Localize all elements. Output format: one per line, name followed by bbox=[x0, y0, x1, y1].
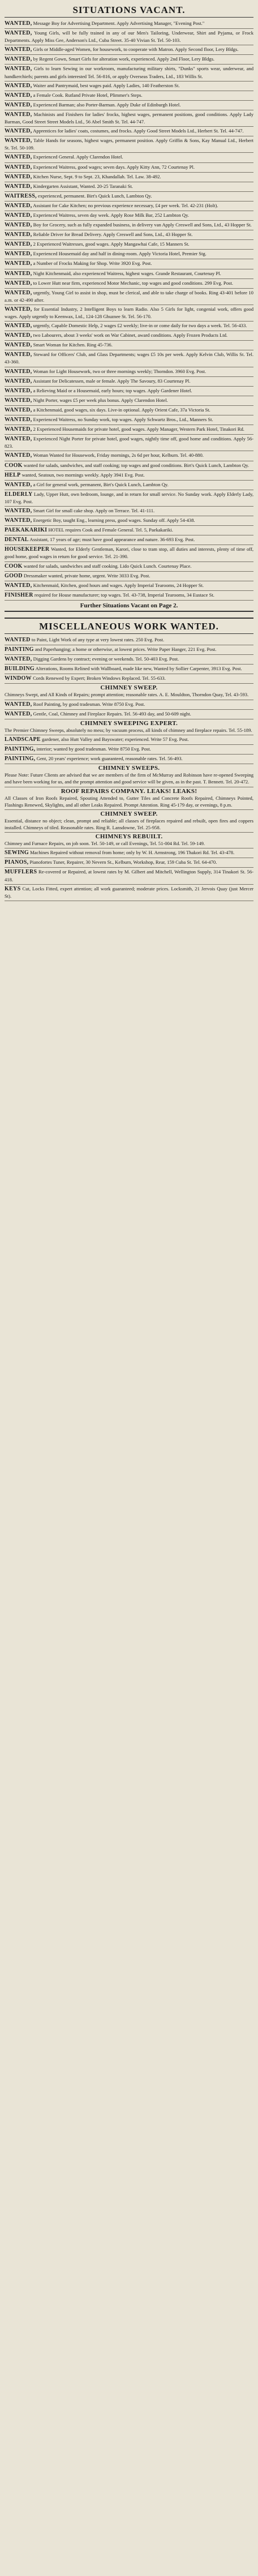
classified-ad bbox=[5, 764, 253, 787]
ad-lead-word: WANTED, bbox=[5, 232, 32, 238]
classified-ad bbox=[5, 82, 253, 91]
classified-ad bbox=[5, 848, 253, 858]
ad-body-text: a Relieving Maid or a Housemaid, early hours; top wages. Apply Gardener Hotel. bbox=[33, 387, 192, 393]
ad-lead-word: WANTED, bbox=[5, 507, 32, 514]
ad-body-text: Kindergarten Assistant, Wanted. 20-25 Taranaki St. bbox=[33, 183, 133, 189]
ad-body-text: Cords Renewed by Expert; Broken Windows Replaced. Tel. 55-633. bbox=[33, 675, 166, 681]
classified-ad bbox=[5, 406, 253, 415]
classified-ad bbox=[5, 481, 253, 490]
ad-heading: CHIMNEYS REBUILT. bbox=[95, 833, 163, 841]
ad-body-text: Steward for Officers' Club, and Glass Departments; wages £5 10s per week. Apply Kelvin Club, Willis St. Tel. 43-360. bbox=[5, 352, 253, 365]
classified-ad bbox=[5, 173, 253, 182]
ad-body-text: to Lower Hutt near firm, experienced Motor Mechanic, top wages and good conditions. 299 Evg. Post. bbox=[33, 280, 233, 286]
classified-ad bbox=[5, 279, 253, 289]
classified-ad bbox=[5, 240, 253, 250]
ad-lead-word: WANTED bbox=[5, 636, 31, 643]
ad-body-text: Lady, Upper Hutt, own bedroom, lounge, and in return for small service. No Sunday work. Apply Elderly Lady, 107 Evg. Post. bbox=[5, 491, 253, 504]
classified-ad bbox=[5, 91, 253, 101]
ad-lead-word: GOOD bbox=[5, 572, 23, 579]
ad-lead-word: WANTED, bbox=[5, 164, 32, 170]
ad-heading: CHIMNEY SWEEP. bbox=[100, 810, 158, 817]
ad-body-text: wanted for salads, sandwiches, and staff cooking; top wages and good conditions. Birt's Quick Lunch, Lambton Qy. bbox=[23, 462, 250, 468]
miscellaneous-list bbox=[5, 636, 253, 684]
ad-body-text: Girls to learn Sewing in our workroom, manufacturing military shirts, "Dunks" sports wear, underwear, and handkerchiefs; parents and girls interested Tel. 56-816, or apply Overseas Traders, Ltd., 183 Willis St. bbox=[5, 66, 253, 79]
ad-lead-word: WANTED, bbox=[5, 183, 32, 190]
ad-lead-word: WANTED, bbox=[5, 154, 32, 161]
ad-lead-word: WANTED, bbox=[5, 368, 32, 375]
ad-body-text: Experienced Barman; also Porter-Barman. Apply Duke of Edinburgh Hotel. bbox=[33, 101, 181, 108]
classified-ad bbox=[5, 665, 253, 674]
ad-body-text: HOTEL requires Cook and Female General. Tel. 5, Paekakariki. bbox=[48, 527, 173, 533]
classified-ad bbox=[5, 305, 253, 322]
ad-body-text: Essential, distance no object; clean, prompt and reliable; all classes of fireplaces repaired and rebuilt, open fires and coppers installed. Chimneys of tiled. Reasonable rates. Ring R. Lansdowne, Tel. 25-958. bbox=[5, 817, 253, 830]
ad-body-text: Night Porter, wages £5 per week plus bonus. Apply Clarendon Hotel. bbox=[33, 397, 168, 403]
ad-body-text: urgently, Capable Domestic Help, 2 wages £2 weekly; live-in or come daily for two days a week. Tel. 56-433. bbox=[33, 323, 247, 329]
classified-ad bbox=[5, 562, 253, 572]
ad-heading: CHIMNEY SWEEPS. bbox=[98, 765, 160, 772]
ad-body-text: All Classes of Iron Roofs Repaired, Spouting Attended to, Gutter Tiles and Concrete Roofs Repaired, Chimneys Pointed, Flashings Renewed, Skylights, and all other Leaks Repaired. Prompt Attention. Ring 45-179 day, or evenings, 8 p.m. bbox=[5, 795, 253, 808]
classified-ad bbox=[5, 516, 253, 526]
ad-lead-word: WANTED, bbox=[5, 436, 32, 443]
classified-ad bbox=[5, 163, 253, 173]
classified-ad bbox=[5, 127, 253, 136]
ad-lead-word: WANTED, bbox=[5, 306, 32, 312]
ad-body-text: Experienced Housemaid day and half in dining-room. Apply Victoria Hotel, Premier Stg. bbox=[33, 251, 207, 257]
ad-lead-word: WANTED, bbox=[5, 352, 32, 358]
ad-body-text: Re-covered or Repaired, at lowest rates by M. Gilbert and Mitchell, Wellington Supply, 314 Tinakori St. 56-418. bbox=[5, 869, 253, 882]
ad-body-text: Smart Woman for Kitchen. Ring 45-736. bbox=[33, 342, 113, 348]
ad-body-text: Experienced General. Apply Clarendon Hotel. bbox=[33, 154, 123, 160]
ad-lead-word: WANTED, bbox=[5, 481, 32, 488]
classified-ad bbox=[5, 55, 253, 65]
ad-body-text: Woman Wanted for Housework, Friday mornings, 2s 6d per hour, Kelburn. Tel. 40-880. bbox=[33, 452, 204, 458]
ad-lead-word: WANTED, bbox=[5, 92, 32, 98]
ad-body-text: Night Kitchenmaid, also experienced Waitress, highest wages. Grande Restaurant, Courtenay Pl. bbox=[33, 270, 221, 276]
ad-lead-word: WANTED, bbox=[5, 212, 32, 218]
ad-lead-word: COOK bbox=[5, 563, 23, 569]
miscellaneous-boxes bbox=[5, 684, 253, 901]
ad-lead-word: WANTED, bbox=[5, 332, 32, 339]
ad-body-text: Gent, 20 years' experience; work guaranteed, reasonable rates. Tel. 56-493. bbox=[36, 756, 183, 762]
ad-body-text: a Female Cook. Rutland Private Hotel, Plimmer's Steps. bbox=[33, 92, 143, 98]
ad-lead-word: PIANOS, bbox=[5, 859, 29, 866]
ad-lead-word: WANTED, bbox=[5, 656, 32, 663]
ad-lead-word: WANTED, bbox=[5, 289, 32, 296]
ad-lead-word: WANTED, bbox=[5, 111, 32, 118]
ad-lead-word: WANTED, bbox=[5, 138, 32, 144]
ad-body-text: interior; wanted by good tradesman. Write 8750 Evg. Post. bbox=[36, 746, 151, 752]
classified-ad bbox=[5, 787, 253, 810]
classified-ad bbox=[5, 833, 253, 848]
classified-ad bbox=[5, 250, 253, 259]
ad-body-text: Assistant for Cake Kitchen; no previous experience necessary, £4 per week. Tel. 42-231 (Holt). bbox=[33, 202, 218, 208]
ad-lead-word: WANTED, bbox=[5, 323, 32, 329]
ad-body-text: Experienced Waitress, seven day week. Apply Rose Milk Bar, 252 Lambton Qy. bbox=[33, 212, 189, 218]
ad-body-text: Gentle, Coal, Chimney and Fireplace Repairs. Tel. 56-493 day, and 50-609 night. bbox=[33, 710, 191, 717]
ad-body-text: 2 Experienced Waitresses, good wages. Apply Mangawhai Cafe, 15 Manners St. bbox=[33, 241, 190, 247]
ad-body-text: Young Girls, will be fully trained in any of our Men's Tailoring, Underwear, Shirt and Pyjama, or Frock Departments. Apply Miss Gee, Anderson's Ltd., Cuba Street. 35-40 Vivian St. Tel. 50-103. bbox=[5, 30, 253, 44]
classified-ad bbox=[5, 535, 253, 545]
section-title-situations-vacant: SITUATIONS VACANT. bbox=[5, 5, 253, 18]
ad-lead-word: WINDOW bbox=[5, 675, 32, 682]
classified-ad bbox=[5, 471, 253, 481]
classified-ad bbox=[5, 545, 253, 562]
classified-ad bbox=[5, 65, 253, 81]
ad-body-text: Machinists and Finishers for ladies' frocks, highest wages, permanent positions, good conditions. Apply Lady Barman, Good Street Street Models Ltd., 56 Abel Smith St. Tel. 44-747. bbox=[5, 111, 253, 125]
ad-body-text: by Regent Gown, Smart Girls for alteration work, experienced. Apply 2nd Floor, Lery Bldgs. bbox=[33, 56, 215, 62]
classified-ad bbox=[5, 396, 253, 406]
classified-ad bbox=[5, 655, 253, 665]
ad-body-text: Cut, Locks Fitted, expert attention; all work guaranteed; moderate prices. Locksmith, 21 Jervois Quay (just Mercer St). bbox=[5, 885, 253, 899]
classified-ad bbox=[5, 182, 253, 192]
ad-heading: ROOF REPAIRS COMPANY. LEAKS! LEAKS! bbox=[61, 787, 197, 795]
classified-ad bbox=[5, 581, 253, 591]
ad-body-text: 2 Experienced Housemaids for private hotel, good wages. Apply Manager, Western Park Hotel, Tinakori Rd. bbox=[33, 426, 244, 432]
ad-heading: CHIMNEY SWEEP. bbox=[100, 684, 158, 692]
ad-body-text: Experienced Waitress, good wages; seven days. Apply Kitty Ann, 72 Courtenay Pl. bbox=[33, 164, 195, 170]
classified-ad bbox=[5, 221, 253, 230]
classified-ad bbox=[5, 259, 253, 269]
ad-lead-word: WANTED, bbox=[5, 378, 32, 384]
ad-body-text: gardener, also Hutt Valley and Bayswater; experienced. Write 57 Evg. Post. bbox=[41, 736, 189, 742]
ad-lead-word: WANTED, bbox=[5, 241, 32, 248]
classified-ad bbox=[5, 868, 253, 884]
classified-ad bbox=[5, 192, 253, 202]
ad-lead-word: WANTED, bbox=[5, 270, 32, 277]
classified-ad bbox=[5, 572, 253, 581]
classified-ad bbox=[5, 507, 253, 516]
classified-ad bbox=[5, 858, 253, 868]
classified-ad bbox=[5, 745, 253, 755]
classified-ad bbox=[5, 490, 253, 507]
ad-lead-word: WANTED, bbox=[5, 66, 32, 72]
ad-lead-word: WANTED, bbox=[5, 128, 32, 135]
classified-ad bbox=[5, 735, 253, 745]
ad-lead-word: WANTED, bbox=[5, 452, 32, 459]
ad-body-text: Assistant, 17 years of age; must have good appearance and nature. 36-693 Evg. Post. bbox=[29, 537, 195, 543]
ad-lead-word: WANTED, bbox=[5, 260, 32, 267]
ad-lead-word: PAEKAKARIKI bbox=[5, 527, 48, 534]
ad-body-text: Chimney and Furnace Repairs, on job soon. Tel. 50-149, or call Evenings, Tel. 51-004 Rd. Tel. 59-149. bbox=[5, 841, 205, 847]
ad-lead-word: HOUSEKEEPER bbox=[5, 546, 50, 553]
continued-note: Further Situations Vacant on Page 2. bbox=[5, 601, 253, 612]
ad-lead-word: WANTED, bbox=[5, 82, 32, 89]
classified-ad bbox=[5, 684, 253, 700]
ad-lead-word: COOK bbox=[5, 462, 23, 469]
ad-lead-word: HELP bbox=[5, 472, 21, 478]
ad-body-text: and Paperhanging; a home or otherwise, at lowest prices. Write Paper Hanger, 221 Evg. Post. bbox=[35, 646, 217, 652]
ad-body-text: wanted for salads, sandwiches and staff cooking. Lido Quick Lunch. Courtenay Place. bbox=[23, 563, 192, 569]
classified-ad bbox=[5, 211, 253, 221]
ad-lead-word: WANTED, bbox=[5, 582, 32, 589]
classified-ad bbox=[5, 136, 253, 153]
classified-ad bbox=[5, 645, 253, 655]
ad-lead-word: LANDSCAPE bbox=[5, 736, 41, 743]
ad-body-text: Digging Gardens by contract; evening or weekends. Tel. 50-403 Evg. Post. bbox=[33, 656, 179, 662]
classified-ad bbox=[5, 435, 253, 451]
classified-ad bbox=[5, 341, 253, 350]
ad-body-text: Assistant for Delicatessen, male or female. Apply The Savoury, 83 Courtenay Pl. bbox=[33, 378, 191, 384]
classified-ad bbox=[5, 526, 253, 535]
classified-ad bbox=[5, 45, 253, 55]
classified-ad bbox=[5, 230, 253, 240]
ad-lead-word: WANTED, bbox=[5, 426, 32, 433]
classified-ad bbox=[5, 425, 253, 435]
ad-body-text: Experienced Waitress, no Sunday work, top wages. Apply Schwartz Bros., Ltd., Manners St. bbox=[33, 417, 213, 423]
ad-lead-word: WANTED, bbox=[5, 20, 32, 27]
ad-body-text: Kitchen Nurse, Sept. 9 to Sept. 23, Khandallah. Tel. Law. 38-492. bbox=[33, 173, 161, 179]
ad-body-text: Please Note: Future Clients are advised that we are members of the firm of McMurray and Robinson have re-opened Sweeping and have been working for us, and the prompt attention and good service will be given, as in the past. T. Bennett. Tel. 20-472. bbox=[5, 772, 253, 785]
classified-ad bbox=[5, 415, 253, 425]
classified-ad bbox=[5, 289, 253, 305]
ad-body-text: a Number of Frocks Making for Shop. Write 3920 Evg. Post. bbox=[33, 260, 152, 267]
classified-ad bbox=[5, 367, 253, 377]
ad-body-text: experienced, permanent. Birt's Quick Lunch, Lambton Qy. bbox=[38, 192, 152, 199]
ad-lead-word: WANTED, bbox=[5, 517, 32, 524]
ad-lead-word: BUILDING bbox=[5, 666, 35, 672]
classified-ad bbox=[5, 153, 253, 162]
ad-lead-word: WANTED, bbox=[5, 417, 32, 423]
classified-ad bbox=[5, 674, 253, 684]
classified-ad bbox=[5, 387, 253, 396]
ad-lead-word: WANTED, bbox=[5, 710, 32, 717]
ad-lead-word: DENTAL bbox=[5, 537, 29, 543]
ad-body-text: The Premier Chimney Sweeps, absolutely no mess; by vacuum process, all kinds of chimney and fireplace repairs. Tel. 55-189. bbox=[5, 727, 252, 733]
classified-ad bbox=[5, 110, 253, 127]
classified-ad bbox=[5, 755, 253, 764]
ad-body-text: Energetic Boy, taught Eng., learning press, good wages. Sunday off. Apply 54-438. bbox=[33, 517, 195, 524]
ad-body-text: Chimneys Swept, and All Kinds of Repairs; prompt attention; reasonable rates. A. E. Mouldton, Thorndon Quay, Tel. 43-593. bbox=[5, 692, 249, 698]
ad-lead-word: SEWING bbox=[5, 850, 29, 856]
classified-ad bbox=[5, 810, 253, 833]
ad-body-text: Pianofortes Tuner, Repairer, 30 Nevern St., Kelburn, Workshop, Rear, 159 Cuba St. Tel. 64-470. bbox=[29, 859, 217, 865]
ad-lead-word: WANTED, bbox=[5, 397, 32, 404]
ad-body-text: Apprentices for ladies' coats, costumes, and frocks. Apply Good Street Models Ltd., Herbert St. Tel. 44-747. bbox=[33, 128, 244, 134]
ad-body-text: two Labourers, about 3 weeks' work on War Cabinet, award conditions. Apply Frozen Products Ltd. bbox=[33, 332, 228, 338]
classified-ad bbox=[5, 29, 253, 45]
classified-ad bbox=[5, 377, 253, 387]
ad-lead-word: WAITRESS, bbox=[5, 192, 37, 199]
ad-lead-word: WANTED, bbox=[5, 56, 32, 63]
ad-lead-word: WANTED, bbox=[5, 46, 32, 53]
ad-body-text: Experienced Night Porter for private hotel, good wages, nightly time off, good home and conditions. Apply 56-823. bbox=[5, 436, 253, 449]
ad-heading: CHIMNEY SWEEPING EXPERT. bbox=[80, 719, 178, 727]
classified-ad bbox=[5, 700, 253, 710]
ad-body-text: Message Boy for Advertising Department. Apply Advertising Manager, "Evening Post." bbox=[33, 20, 205, 26]
ad-body-text: Dressmaker wanted, private home, urgent. Write 3033 Evg. Post. bbox=[23, 572, 150, 578]
ad-lead-word: PAINTING bbox=[5, 646, 34, 653]
ad-body-text: Kitchenmaid, Kitchen, good hours and wages. Apply Imperial Tearooms, 24 Hopper St. bbox=[33, 582, 204, 588]
ad-lead-word: PAINTING, bbox=[5, 746, 36, 753]
ad-lead-word: WANTED, bbox=[5, 251, 32, 258]
classified-ad bbox=[5, 461, 253, 471]
classified-ad bbox=[5, 269, 253, 279]
ad-body-text: Woman for Light Housework, two or three mornings weekly; Thorndon. 3960 Evg. Post. bbox=[33, 368, 207, 374]
ad-lead-word: WANTED, bbox=[5, 202, 32, 209]
classified-ad bbox=[5, 719, 253, 735]
classified-ad bbox=[5, 636, 253, 645]
ad-lead-word: PAINTING, bbox=[5, 756, 36, 762]
ad-body-text: Wanted, for Elderly Gentleman, Karori, close to tram stop, all duties and interests, plenty of time off, good home, good wages in return for good service. Tel. 21-390. bbox=[5, 546, 253, 560]
ad-body-text: Alterations, Rooms Relined with Wallboard, made like new, Wanted by Sollier Carpenter, 3913 Evg. Post. bbox=[35, 666, 242, 672]
ad-lead-word: KEYS bbox=[5, 885, 21, 892]
ad-body-text: a Girl for general work, permanent, Birt's Quick Lunch, Lambton Qy. bbox=[33, 481, 169, 487]
classified-ad bbox=[5, 331, 253, 341]
ad-body-text: urgently, Young Girl to assist in shop, must be clerical, and able to take charge of books. Ring 43-401 before 10 a.m. or 42-490 after. bbox=[5, 289, 253, 303]
ad-lead-word: MUFFLERS bbox=[5, 869, 37, 876]
ad-body-text: Table Hands for seasons, highest wages, permanent position. Apply Griffin & Sons, Kay Manual Ltd., Herbert St. Tel. 50-109. bbox=[5, 138, 253, 151]
ad-body-text: Girls or Middle-aged Women, for housework, to cooperate with Matron. Apply Second floor, Lery Bldgs. bbox=[33, 46, 239, 53]
classified-ad bbox=[5, 19, 253, 29]
classified-ad bbox=[5, 350, 253, 367]
ad-body-text: required for House manufacturer; top wages. Tel. 43-738, Imperial Tearooms, 34 Eustace St. bbox=[34, 592, 214, 598]
ad-lead-word: ELDERLY bbox=[5, 491, 33, 498]
classified-ad bbox=[5, 710, 253, 719]
classified-ad bbox=[5, 591, 253, 601]
ad-body-text: Reliable Driver for Bread Delivery. Apply Creswell and Sons, Ltd., 43 Hopper St. bbox=[33, 232, 193, 238]
ad-body-text: Roof Painting, by good tradesman. Write 8750 Evg. Post. bbox=[33, 701, 145, 707]
ad-lead-word: WANTED, bbox=[5, 222, 32, 229]
ad-lead-word: WANTED, bbox=[5, 30, 32, 37]
ad-body-text: Machines Repaired without removal from home; only by W. H. Armstrong, 196 Thakori Rd. Tel. 43-478. bbox=[30, 850, 235, 856]
ad-body-text: wanted, Seatoun, two mornings weekly. Apply 3941 Evg. Post. bbox=[22, 472, 145, 478]
ad-lead-word: WANTED, bbox=[5, 387, 32, 394]
ad-lead-word: WANTED, bbox=[5, 701, 32, 708]
ad-body-text: to Paint, Light Work of any type at very lowest rates. 250 Evg. Post. bbox=[31, 636, 165, 642]
ad-body-text: Smart Girl for small cake shop. Apply on Terrace. Tel. 41-111. bbox=[33, 507, 155, 513]
ad-body-text: Waiter and Pantrymaid, best wages paid. Apply Ladies, 140 Featherston St. bbox=[33, 82, 180, 88]
ad-lead-word: WANTED, bbox=[5, 406, 32, 413]
ad-lead-word: FINISHER bbox=[5, 592, 33, 598]
ad-body-text: a Kitchenmaid, good wages, six days. Live-in optional. Apply Orient Cafe, 37a Victoria St. bbox=[33, 406, 210, 413]
ad-body-text: for Essential Industry, 2 Intelligent Boys to learn Radio. Also 5 Girls for light, congenial work, offers good wages. Apply urgently to Keenwax, Ltd., 124-128 Ghuznee St. Tel. 56-170. bbox=[5, 306, 253, 319]
ad-lead-word: WANTED, bbox=[5, 101, 32, 108]
classified-ad bbox=[5, 202, 253, 211]
ad-lead-word: WANTED, bbox=[5, 342, 32, 349]
classified-ad bbox=[5, 885, 253, 901]
classified-ad bbox=[5, 322, 253, 331]
classified-ad bbox=[5, 101, 253, 110]
ad-lead-word: WANTED, bbox=[5, 173, 32, 180]
ad-body-text: Boy for Grocery, such as fully expanded business, in delivery van Apply Creswell and Sons, Ltd., 43 Hopper St. bbox=[33, 222, 252, 228]
classified-ad bbox=[5, 451, 253, 461]
ad-lead-word: WANTED, bbox=[5, 280, 32, 286]
section-title-miscellaneous: MISCELLANEOUS WORK WANTED. bbox=[5, 618, 253, 634]
situations-vacant-list bbox=[5, 19, 253, 601]
